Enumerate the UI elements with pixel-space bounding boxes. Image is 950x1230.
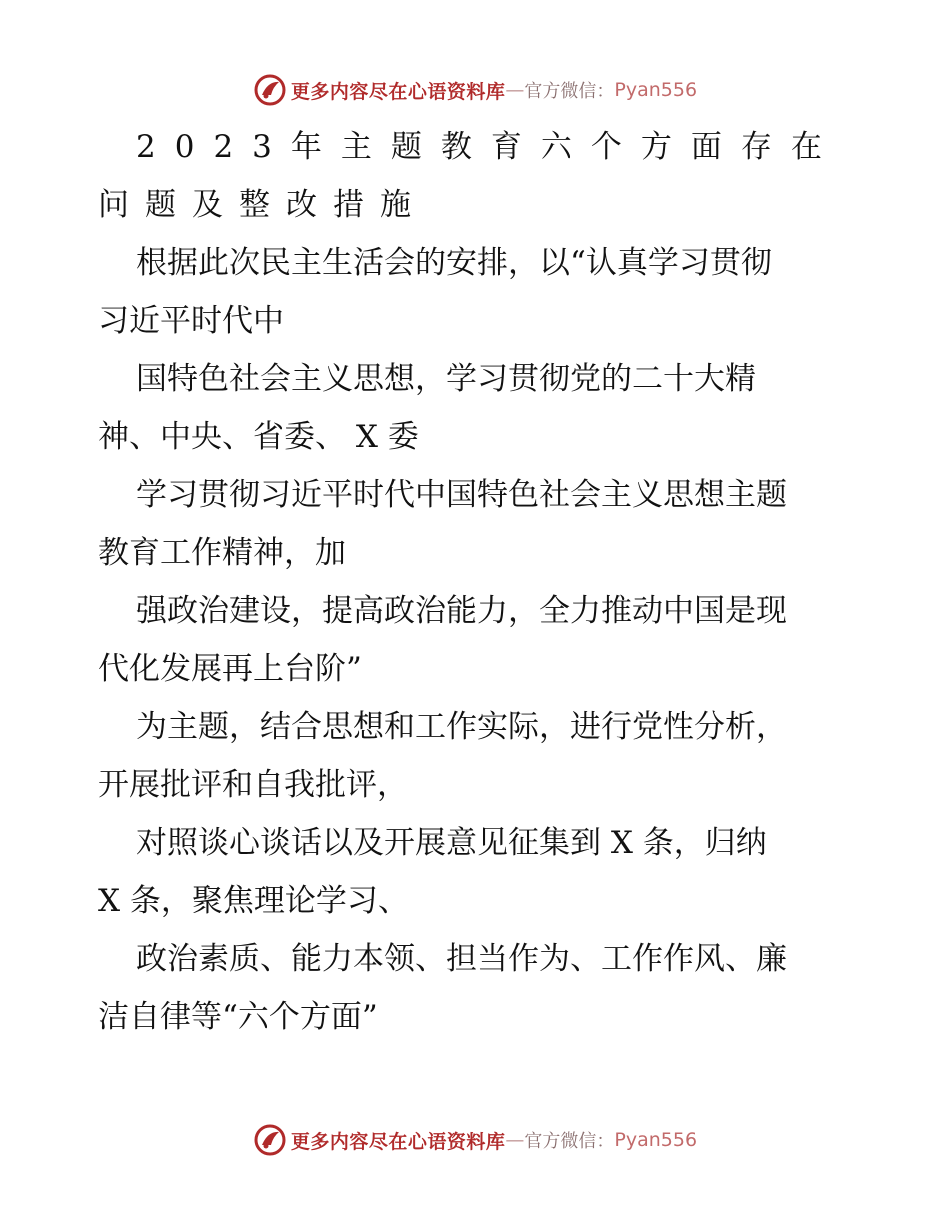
logo-icon (253, 1123, 287, 1157)
paragraph-line: 根据此次民主生活会的安排，以“认真学习贯彻 (136, 245, 772, 281)
paragraph-line: 政治素质、能力本领、担当作为、工作作风、廉 (136, 941, 787, 977)
paragraph-line: 为主题，结合思想和工作实际，进行党性分析， (136, 709, 787, 745)
paragraph-line: X 条，聚焦理论学习、 (98, 883, 409, 919)
paragraph-line: 洁自律等“六个方面” (98, 999, 378, 1035)
banner-wechat-id: Pyan556 (614, 1129, 698, 1151)
paragraph-line: 代化发展再上台阶” (98, 651, 362, 687)
banner-wechat-id: Pyan556 (614, 79, 698, 101)
banner-site-name: 更多内容尽在心语资料库 (290, 1130, 506, 1153)
footer-banner (0, 1120, 950, 1160)
paragraph-line: 对照谈心谈话以及开展意见征集到 X 条，归纳 (136, 825, 767, 861)
paragraph-line: 强政治建设，提高政治能力，全力推动中国是现 (136, 593, 787, 629)
header-banner (0, 70, 950, 110)
paragraph-line: 开展批评和自我批评， (98, 767, 408, 803)
logo-icon (253, 73, 287, 107)
paragraph-line: 学习贯彻习近平时代中国特色社会主义思想主题 (136, 477, 787, 513)
banner-dash: — (505, 1129, 525, 1151)
paragraph-line: 神、中央、省委、 X 委 (98, 419, 419, 455)
paragraph-line: 教育工作精神，加 (98, 535, 346, 571)
banner-wechat-label: 官方微信： (524, 1131, 615, 1152)
banner-wechat-label: 官方微信： (524, 81, 615, 102)
banner-dash: — (505, 79, 525, 101)
document-body (98, 118, 858, 1046)
paragraph-line: 习近平时代中 (98, 303, 284, 339)
document-title-line-1: 2023年主题教育六个方面存在 (136, 129, 841, 165)
banner-site-name: 更多内容尽在心语资料库 (290, 80, 506, 103)
paragraph-line: 国特色社会主义思想，学习贯彻党的二十大精 (136, 361, 756, 397)
document-title-line-2: 问题及整改措施 (98, 187, 427, 223)
